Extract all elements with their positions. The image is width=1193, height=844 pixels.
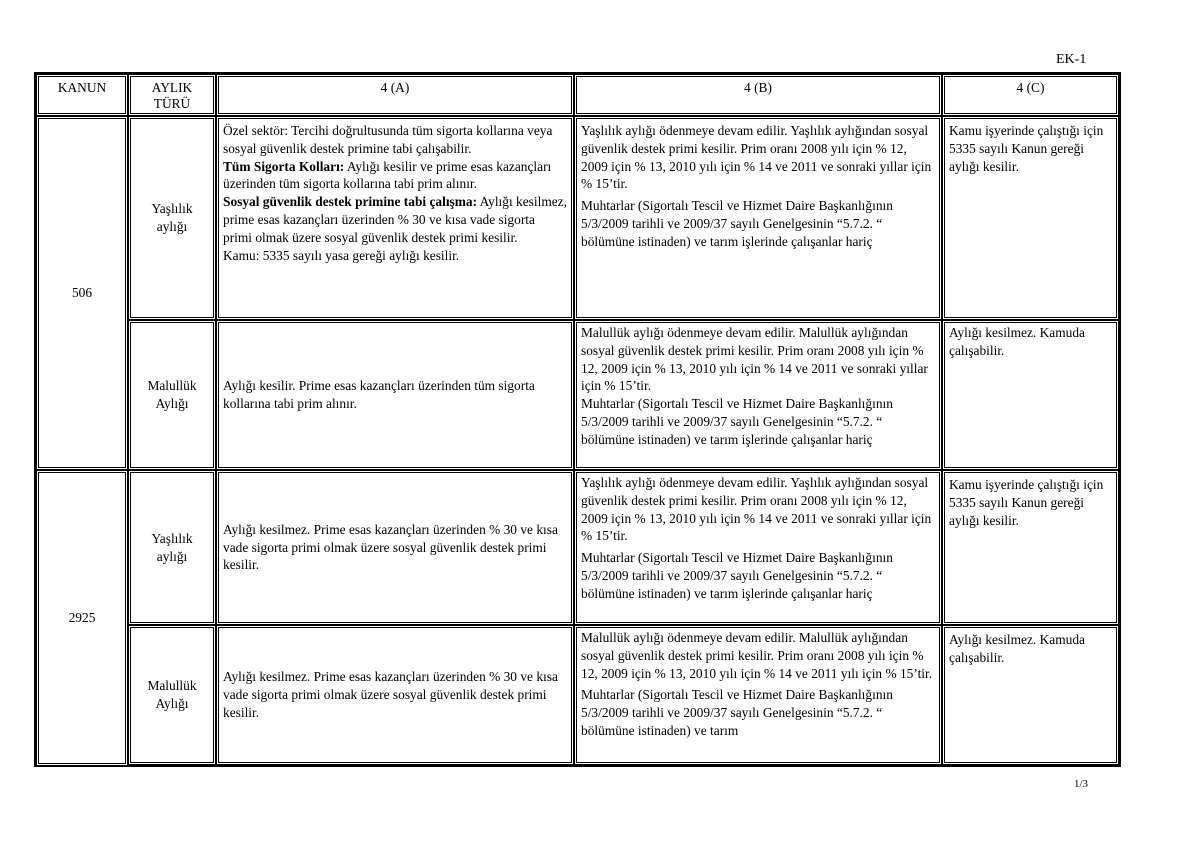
law-2925-label [36,470,128,766]
text-b-p2: Muhtarlar (Sigortalı Tescil ve Hizmet Daire Başkanlığının 5/3/2009 tarihli ve 2009/37 sayılı Genelgesinin “5.7.2. “ bölümüne istinaden) ve tarım işlerinde çalışanlar hariç [581,550,893,601]
law-506-malulluk-4c: Aylığı kesilmez. Kamuda çalışabilir. [942,320,1119,470]
page-number: 1/3 [1074,778,1089,790]
header-aylik-turu: AYLIK TÜRÜ [128,74,216,116]
header-4a: 4 (A) [216,74,574,116]
text-b-p2: Muhtarlar (Sigortalı Tescil ve Hizmet Daire Başkanlığının 5/3/2009 tarihli ve 2009/37 sayılı Genelgesinin “5.7.2. “ bölümüne istinaden) ve tarım [581,687,893,738]
text-tum-sigorta [223,158,567,194]
text-b-p1: Yaşlılık aylığı ödenmeye devam edilir. Yaşlılık aylığından sosyal güvenlik destek primi kesilir. Prim oranı 2008 yılı için % 12, 2009 için % 13, 2010 yılı için % 14 ve 2011 ve sonraki yıllar için % 15’tir. [581,475,932,544]
text-sgdp-bold: Sosyal güvenlik destek primine tabi çalışma: [223,194,478,210]
header-4c: 4 (C) [942,74,1119,116]
text-a: Aylığı kesilir. Prime esas kazançları üzerinden tüm sigorta kollarına tabi prim alınır. [223,378,535,411]
law-506-malulluk-4a [216,320,574,470]
law-506-malulluk-4b [574,320,942,470]
text-b-p2: Muhtarlar (Sigortalı Tescil ve Hizmet Daire Başkanlığının 5/3/2009 tarihli ve 2009/37 sayılı Genelgesinin “5.7.2. “ bölümüne istinaden) ve tarım işlerinde çalışanlar hariç [581,396,893,447]
text-tum-sigorta-bold: Tüm Sigorta Kolları: [223,158,345,174]
header-4b: 4 (B) [574,74,942,116]
text-b-p1: Yaşlılık aylığı ödenmeye devam edilir. Yaşlılık aylığından sosyal güvenlik destek primi kesilir. Prim oranı 2008 yılı için % 12, 2009 için % 13, 2010 yılı için % 14 ve 2011 ve sonraki yıllar için % 15’tir. [581,123,932,192]
text-b-p1: Malullük aylığı ödenmeye devam edilir. Malullük aylığından sosyal güvenlik destek primi kesilir. Prim oranı 2008 yılı için % 12, 2009 için % 13, 2010 yılı için % 14 ve 2011 yılı için % 15’tir. [581,630,933,681]
text-b-p1: Malullük aylığı ödenmeye devam edilir. Malullük aylığından sosyal güvenlik destek primi kesilir. Prim oranı 2008 yılı için % 12, 2009 için % 13, 2010 yılı için % 14 ve 2011 ve sonraki yıllar için % 15’tir. [581,325,928,394]
law-506-yaslilik-4a [216,116,574,320]
text-tum-sigorta-body: Aylığı kesilir ve prime esas kazançları üzerinden tüm sigorta kollarına tabi prim alınır. [223,158,552,192]
text-sgdp-body: Aylığı kesilmez, prime esas kazançları üzerinden % 30 ve kısa vade sigorta primi olmak üzere sosyal güvenlik destek primi kesilir. [223,194,567,245]
law-506-yaslilik-type: Yaşlılık aylığı [128,116,216,320]
law-2925-yaslilik-4c: Kamu işyerinde çalıştığı için 5335 sayılı Kanun gereği aylığı kesilir. [942,470,1119,625]
law-506-yaslilik-4c: Kamu işyerinde çalıştığı için 5335 sayılı Kanun gereği aylığı kesilir. [942,116,1119,320]
header-kanun: KANUN [36,74,128,116]
law-506-yaslilik-4b [574,116,942,320]
law-2925-yaslilik-type: Yaşlılık aylığı [128,470,216,625]
law-506-label: 506 [36,116,128,470]
law-2925-malulluk-4a [216,625,574,765]
law-2925-malulluk-4b [574,625,942,765]
law-2925-yaslilik-4a [216,470,574,625]
law-2925-yaslilik-4b [574,470,942,625]
text-ozel-sektor: Özel sektör: Tercihi doğrultusunda tüm sigorta kollarına veya sosyal güvenlik destek primine tabi çalışabilir. [223,123,553,156]
law-2925-malulluk-4c: Aylığı kesilmez. Kamuda çalışabilir. [942,625,1119,765]
law-2925-label-text: 2925 [68,610,96,625]
text-b-p2: Muhtarlar (Sigortalı Tescil ve Hizmet Daire Başkanlığının 5/3/2009 tarihli ve 2009/37 sayılı Genelgesinin “5.7.2. “ bölümüne istinaden) ve tarım işlerinde çalışanlar hariç [581,198,893,249]
law-506-malulluk-type: Malullük Aylığı [128,320,216,470]
text-kamu: Kamu: 5335 sayılı yasa gereği aylığı kesilir. [223,247,460,263]
annex-label: EK-1 [1056,52,1087,67]
text-sgdp [223,193,567,246]
text-a: Aylığı kesilmez. Prime esas kazançları üzerinden % 30 ve kısa vade sigorta primi olmak üzere sosyal güvenlik destek primi kesilir. [223,669,558,720]
text-a: Aylığı kesilmez. Prime esas kazançları üzerinden % 30 ve kısa vade sigorta primi olmak üzere sosyal güvenlik destek primi kesilir. [223,521,558,573]
law-2925-malulluk-type: Malullük Aylığı [128,625,216,765]
pension-table [34,72,1121,767]
